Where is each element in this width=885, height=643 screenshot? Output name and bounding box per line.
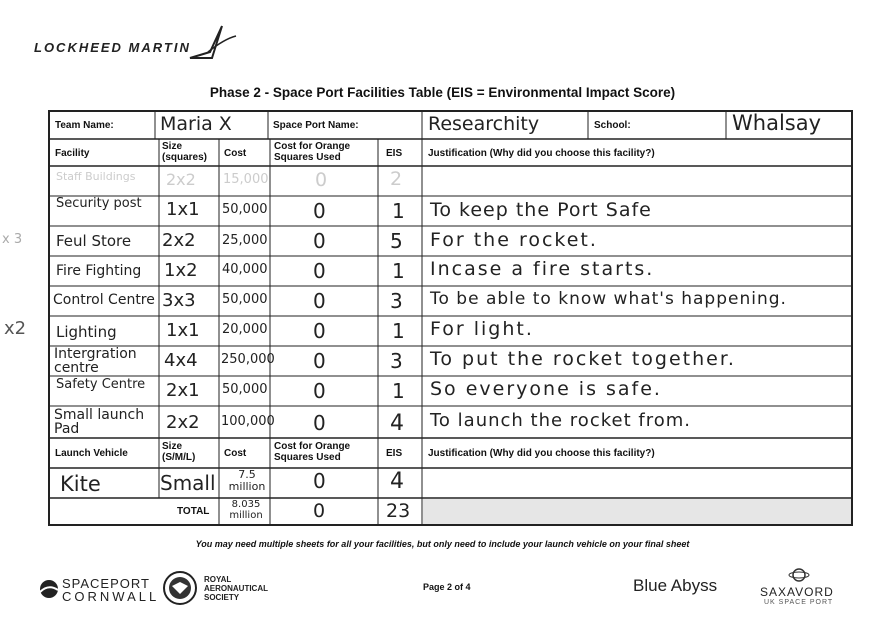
total-cost-value: 8.035 million xyxy=(229,499,263,521)
sheet-note: You may need multiple sheets for all your facilities, but only need to include your launch vehicle on your final sheet xyxy=(195,539,690,549)
col-launch-orange: Cost for Orange Squares Used xyxy=(274,441,351,463)
row-eis: 1 xyxy=(392,379,405,403)
space-port-name-label: Space Port Name: xyxy=(273,120,359,131)
col-launch-cost: Cost xyxy=(224,448,247,459)
royal-aeronautical-society-crest-icon xyxy=(162,570,198,606)
spaceport-cornwall-logo-icon xyxy=(38,578,60,600)
row-eis: 1 xyxy=(392,259,405,283)
row-cost: 50,000 xyxy=(222,202,268,217)
example-facility: Staff Buildings xyxy=(56,170,136,183)
saxavord-subtitle: UK SPACE PORT xyxy=(764,599,834,606)
row-justification: To be able to know what's happening. xyxy=(430,289,787,309)
row-eis: 4 xyxy=(390,411,404,436)
total-label: TOTAL xyxy=(177,506,210,517)
launch-cost-value: 7.5 million xyxy=(228,468,266,493)
row-eis: 3 xyxy=(390,349,403,373)
row-orange: 0 xyxy=(313,411,326,435)
row-eis: 1 xyxy=(392,199,405,223)
row-cost: 25,000 xyxy=(222,233,268,248)
row-size: 4x4 xyxy=(164,350,198,371)
row-orange: 0 xyxy=(313,199,326,223)
total-orange-value: 0 xyxy=(313,500,326,522)
blue-abyss-logo-text: Blue Abyss xyxy=(633,576,718,595)
row-eis: 3 xyxy=(390,289,403,313)
col-launch-eis: EIS xyxy=(386,448,403,459)
row-facility: Intergration centre xyxy=(54,347,137,375)
lockheed-martin-logo-text: LOCKHEED MARTIN xyxy=(34,40,191,55)
school-value: Whalsay xyxy=(732,111,822,135)
row-cost: 50,000 xyxy=(222,382,268,397)
row-eis: 1 xyxy=(392,319,405,343)
row-size: 2x2 xyxy=(162,230,196,251)
school-label: School: xyxy=(594,120,631,131)
col-justification: Justification (Why did you choose this facility?) xyxy=(428,148,655,159)
row-justification: So everyone is safe. xyxy=(430,378,662,400)
row-justification: For light. xyxy=(430,318,534,340)
row-justification: Incase a fire starts. xyxy=(430,258,655,280)
royal-aeronautical-society-text: ROYAL AERONAUTICAL SOCIETY xyxy=(204,575,268,602)
launch-size-value: Small xyxy=(160,471,216,495)
total-justification-shaded xyxy=(423,499,851,524)
row-orange: 0 xyxy=(313,349,326,373)
margin-mark-bottom: x2 xyxy=(4,318,27,339)
row-facility: Fire Fighting xyxy=(56,263,142,279)
row-size: 2x1 xyxy=(166,380,200,401)
row-size: 2x2 xyxy=(166,412,200,433)
row-justification: To launch the rocket from. xyxy=(430,410,691,431)
row-facility: Lighting xyxy=(56,323,117,341)
row-justification: For the rocket. xyxy=(430,229,598,251)
saxavord-planet-icon xyxy=(788,566,810,584)
row-facility: Feul Store xyxy=(56,232,132,250)
row-cost: 100,000 xyxy=(221,414,275,429)
margin-mark-top: x 3 xyxy=(2,232,23,247)
row-facility: Control Centre xyxy=(53,292,155,308)
example-eis: 2 xyxy=(390,168,403,190)
example-size: 2x2 xyxy=(166,170,196,189)
page-title: Phase 2 - Space Port Facilities Table (EIS = Environmental Impact Score) xyxy=(209,85,676,100)
row-cost: 50,000 xyxy=(222,292,268,307)
row-facility: Safety Centre xyxy=(56,377,146,392)
team-name-value: Maria X xyxy=(160,113,232,135)
team-name-label: Team Name: xyxy=(55,120,114,131)
launch-eis-value: 4 xyxy=(390,469,404,494)
row-size: 1x2 xyxy=(164,260,198,281)
spaceport-cornwall-text: SPACEPORT CORNWALL xyxy=(62,576,160,604)
row-justification: To put the rocket together. xyxy=(430,348,736,370)
row-cost: 40,000 xyxy=(222,262,268,277)
example-orange: 0 xyxy=(315,169,328,191)
col-launch-justification: Justification (Why did you choose this facility?) xyxy=(428,448,655,459)
col-orange: Cost for Orange Squares Used xyxy=(274,141,351,163)
row-size: 1x1 xyxy=(166,320,200,341)
row-orange: 0 xyxy=(313,379,326,403)
row-size: 1x1 xyxy=(166,199,200,220)
row-facility: Security post xyxy=(56,196,142,211)
example-cost: 15,000 xyxy=(223,172,269,187)
row-cost: 250,000 xyxy=(221,352,275,367)
row-cost: 20,000 xyxy=(222,322,268,337)
row-size: 3x3 xyxy=(162,290,196,311)
row-orange: 0 xyxy=(313,229,326,253)
row-eis: 5 xyxy=(390,229,403,253)
saxavord-logo-text: SAXAVORD xyxy=(760,585,834,599)
page-number: Page 2 of 4 xyxy=(423,582,471,592)
col-cost: Cost xyxy=(224,148,247,159)
row-orange: 0 xyxy=(313,319,326,343)
col-facility: Facility xyxy=(55,148,90,159)
row-justification: To keep the Port Safe xyxy=(430,199,652,221)
row-orange: 0 xyxy=(313,289,326,313)
col-size: Size (squares) xyxy=(162,141,208,163)
col-launch-size: Size (S/M/L) xyxy=(162,441,196,463)
row-facility: Small launch Pad xyxy=(54,407,145,437)
total-eis-value: 23 xyxy=(386,500,411,522)
col-eis: EIS xyxy=(386,148,403,159)
col-launch-vehicle: Launch Vehicle xyxy=(55,448,128,459)
space-port-name-value: Researchity xyxy=(428,113,540,135)
launch-vehicle-value: Kite xyxy=(60,472,101,496)
launch-orange-value: 0 xyxy=(313,469,326,493)
row-orange: 0 xyxy=(313,259,326,283)
